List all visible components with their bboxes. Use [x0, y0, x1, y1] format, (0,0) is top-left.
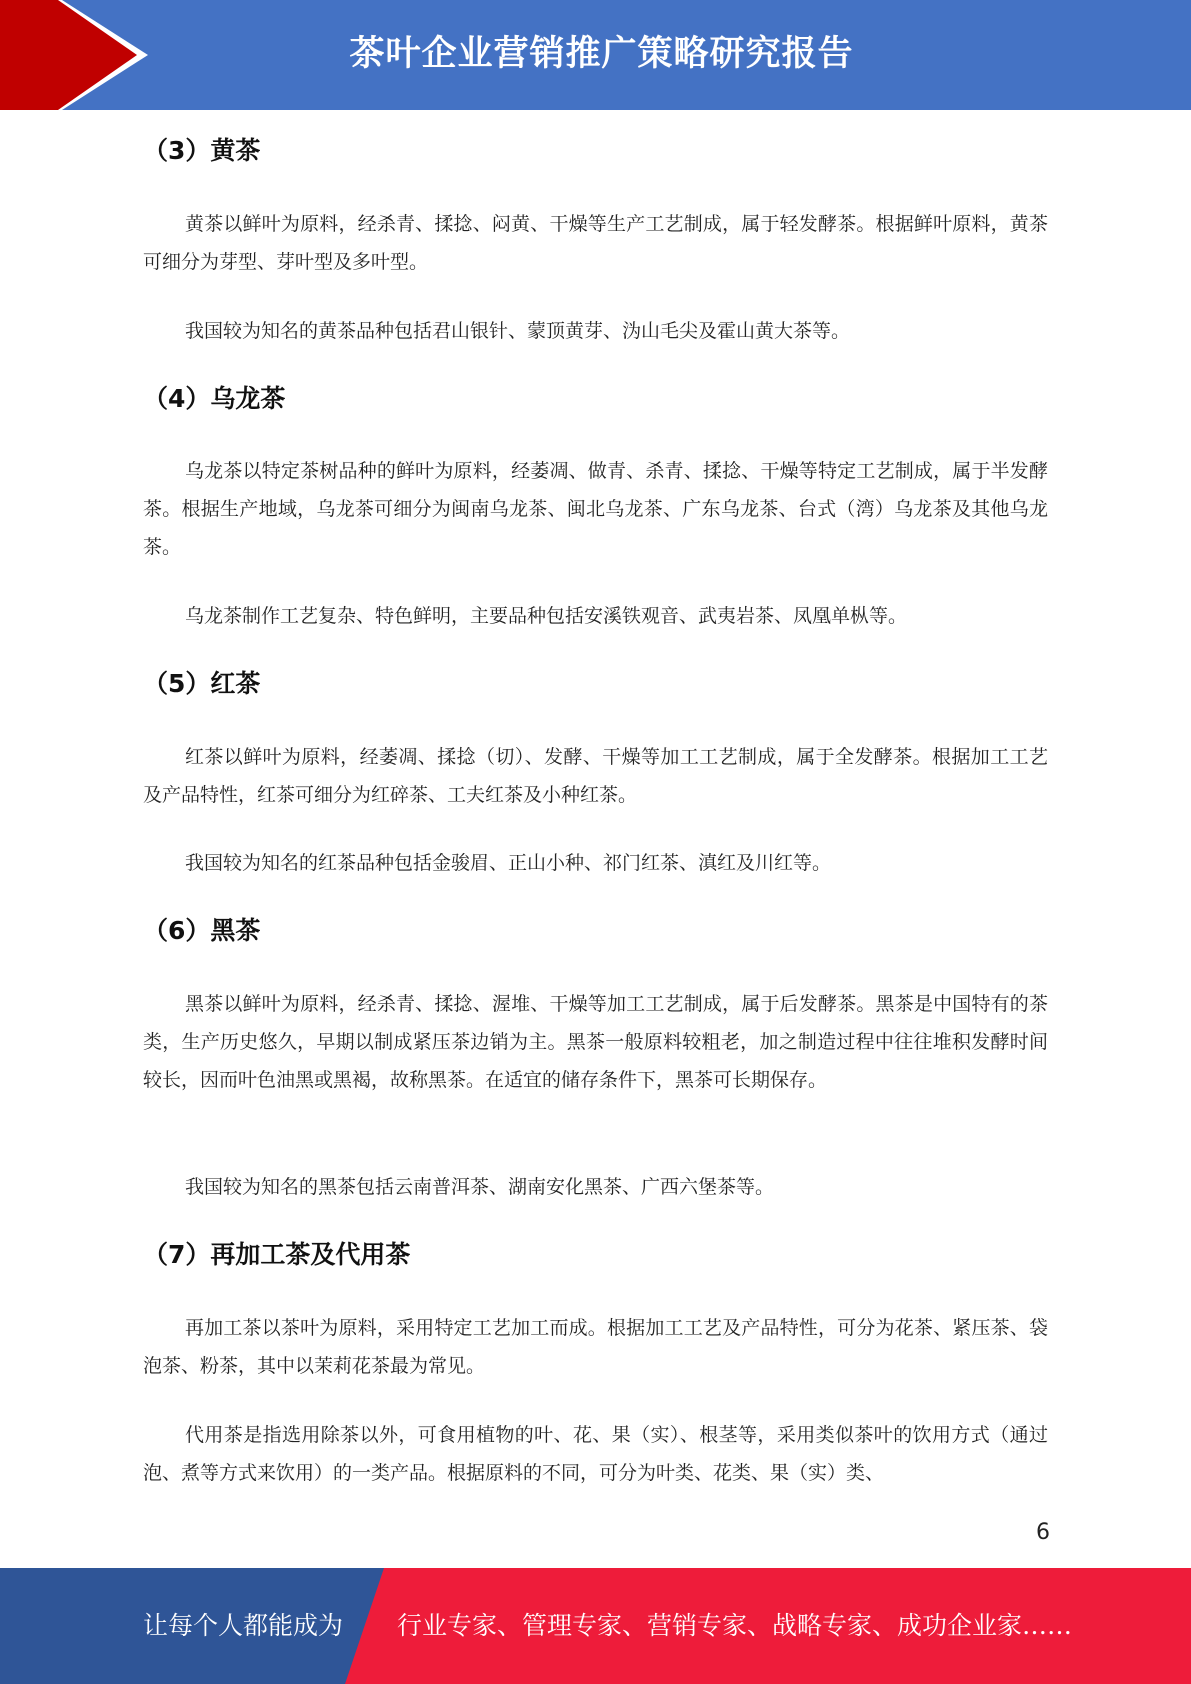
paragraph: 我国较为知名的黑茶包括云南普洱茶、湖南安化黑茶、广西六堡茶等。: [185, 1176, 775, 1198]
section-heading: （7）再加工茶及代用茶: [143, 1240, 411, 1269]
paragraph: 我国较为知名的红茶品种包括金骏眉、正山小种、祁门红茶、滇红及川红等。: [185, 852, 832, 874]
paragraph: 我国较为知名的黄茶品种包括君山银针、蒙顶黄芽、沩山毛尖及霍山黄大茶等。: [185, 320, 851, 342]
paragraph: 乌龙茶制作工艺复杂、特色鲜明，主要品种包括安溪铁观音、武夷岩茶、凤凰单枞等。: [185, 605, 908, 627]
paragraph: 再加工茶以茶叶为原料，采用特定工艺加工而成。根据加工工艺及产品特性，可分为花茶、紧压茶、袋泡茶、粉茶，其中以茉莉花茶最为常见。: [143, 1317, 1048, 1377]
paragraph: 代用茶是指选用除茶以外，可食用植物的叶、花、果（实）、根茎等，采用类似茶叶的饮用方式（通过泡、煮等方式来饮用）的一类产品。根据原料的不同，可分为叶类、花类、果（实）类、: [143, 1424, 1048, 1484]
footer-banner: [0, 1568, 1191, 1684]
section-heading: （5）红茶: [143, 669, 261, 698]
page-number: 6: [1036, 1520, 1050, 1545]
section-heading: （4）乌龙茶: [143, 384, 286, 413]
paragraph: 红茶以鲜叶为原料，经萎凋、揉捻（切）、发酵、干燥等加工工艺制成，属于全发酵茶。根据加工工艺及产品特性，红茶可细分为红碎茶、工夫红茶及小种红茶。: [143, 746, 1048, 806]
section-heading: （3）黄茶: [143, 136, 261, 165]
paragraph: 黑茶以鲜叶为原料，经杀青、揉捻、渥堆、干燥等加工工艺制成，属于后发酵茶。黑茶是中国特有的茶类，生产历史悠久，早期以制成紧压茶边销为主。黑茶一般原料较粗老，加之制造过程中往往堆积发酵时间较长，因而叶色油黑或黑褐，故称黑茶。在适宜的储存条件下，黑茶可长期保存。: [143, 993, 1048, 1091]
paragraph: 乌龙茶以特定茶树品种的鲜叶为原料，经萎凋、做青、杀青、揉捻、干燥等特定工艺制成，属于半发酵茶。根据生产地域，乌龙茶可细分为闽南乌龙茶、闽北乌龙茶、广东乌龙茶、台式（湾）乌龙茶及其他乌龙茶。: [143, 460, 1048, 558]
header-bar: [0, 0, 1191, 110]
paragraph: 黄茶以鲜叶为原料，经杀青、揉捻、闷黄、干燥等生产工艺制成，属于轻发酵茶。根据鲜叶原料，黄茶可细分为芽型、芽叶型及多叶型。: [143, 213, 1048, 273]
footer-slogan-left: 让每个人都能成为: [143, 1611, 344, 1640]
footer-slogan-right: 行业专家、管理专家、营销专家、战略专家、成功企业家……: [397, 1611, 1073, 1640]
page-title: 茶叶企业营销推广策略研究报告: [349, 34, 854, 74]
section-heading: （6）黑茶: [143, 916, 261, 945]
